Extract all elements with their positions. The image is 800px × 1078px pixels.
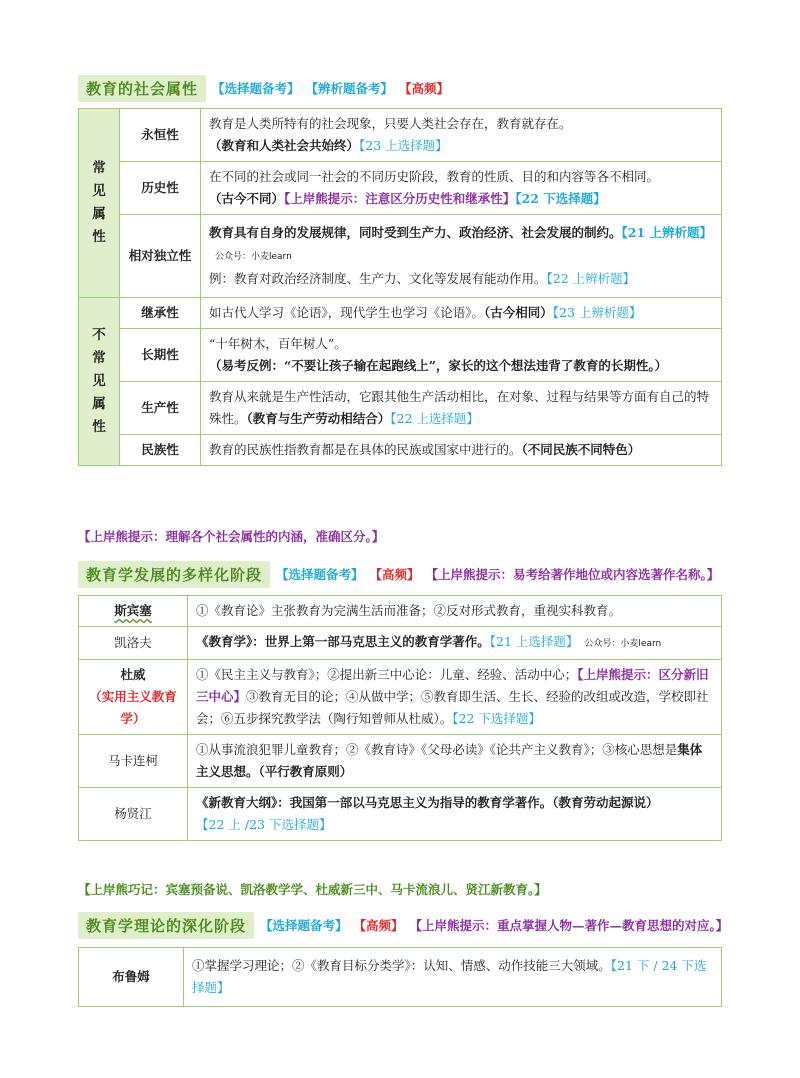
row-name: 民族性 <box>120 435 201 466</box>
section-title: 教育学理论的深化阶段 <box>78 912 254 939</box>
tag: 【高频】 <box>353 918 404 933</box>
diversification-table <box>78 595 722 841</box>
social-attributes-table <box>78 108 722 466</box>
table-row <box>79 298 722 329</box>
row-name: 凯洛夫 <box>79 627 188 660</box>
row-content: 教育是人类所特有的社会现象，只要人类社会存在，教育就存在。 （教育和人类社会共始终）【23 上选择题】 <box>201 109 722 162</box>
mnemonic-note: 【上岸熊巧记：宾塞预备说、凯洛教学学、杜威新三中、马卡流浪儿、贤江新教育。】 <box>78 882 547 897</box>
table-row <box>79 660 722 735</box>
table-row <box>79 329 722 382</box>
row-content: ①《民主主义与教育》；②提出新三中心论：儿童、经验、活动中心；【上岸熊提示：区分新旧三中心】③教育无目的论；④从做中学；⑤教育即生活、生长、经验的改组或改造，学校即社会；⑥五步探究教学法（陶行知曾师从杜威）。【22 下选择题】 <box>188 660 722 735</box>
row-name: 生产性 <box>120 382 201 435</box>
row-content: 教育具有自身的发展规律，同时受到生产力、政治经济、社会发展的制约。【21 上辨析题】公众号：小麦learn 例：教育对政治经济制度、生产力、文化等发展有能动作用。【22 上辨析题】 <box>201 215 722 298</box>
table-row <box>79 435 722 466</box>
tag: 【选择题备考】 <box>276 567 364 582</box>
row-content: 如古代人学习《论语》，现代学生也学习《论语》。（古今相同）【23 上辨析题】 <box>201 298 722 329</box>
row-content: 《教育学》：世界上第一部马克思主义的教育学著作。【21 上选择题】 公众号：小麦learn <box>188 627 722 660</box>
row-name: 永恒性 <box>120 109 201 162</box>
tag: 【辨析题备考】 <box>305 81 394 96</box>
deepening-table <box>78 947 722 1007</box>
table-row <box>79 109 722 162</box>
section-social-attributes-header <box>78 74 449 102</box>
row-name: 斯宾塞 <box>79 596 188 627</box>
row-name: 杨贤江 <box>79 788 188 841</box>
row-content: 《新教育大纲》：我国第一部以马克思主义为指导的教育学著作。（教育劳动起源说） 【22 上 /23 下选择题】 <box>188 788 722 841</box>
tag: 【上岸熊提示：易考给著作地位或内容选著作名称。】 <box>425 567 720 582</box>
table-row <box>79 948 722 1007</box>
table-row <box>79 627 722 660</box>
table-row <box>79 215 722 298</box>
row-name: 相对独立性 <box>120 215 201 298</box>
table-row <box>79 735 722 788</box>
section-diversification-header <box>78 560 719 588</box>
row-content: “十年树木，百年树人”。 （易考反例：“不要让孩子输在起跑线上”，家长的这个想法违背了教育的长期性。） <box>201 329 722 382</box>
row-name: 历史性 <box>120 162 201 215</box>
row-name: 马卡连柯 <box>79 735 188 788</box>
row-content: ①《教育论》主张教育为完满生活而准备；②反对形式教育，重视实科教育。 <box>188 596 722 627</box>
section-deepening-header <box>78 911 728 939</box>
section-title: 教育的社会属性 <box>78 75 206 102</box>
row-content: 教育从来就是生产性活动，它跟其他生产活动相比，在对象、过程与结果等方面有自己的特殊性。（教育与生产劳动相结合）【22 上选择题】 <box>201 382 722 435</box>
tag: 【上岸熊提示：重点掌握人物—著作—教育思想的对应。】 <box>409 918 729 933</box>
row-name: 长期性 <box>120 329 201 382</box>
row-content: 教育的民族性指教育都是在具体的民族或国家中进行的。（不同民族不同特色） <box>201 435 722 466</box>
row-content: 在不同的社会或同一社会的不同历史阶段，教育的性质、目的和内容等各不相同。 （古今不同）【上岸熊提示：注意区分历史性和继承性】【22 下选择题】 <box>201 162 722 215</box>
row-name: 继承性 <box>120 298 201 329</box>
row-name: 布鲁姆 <box>79 948 184 1007</box>
tag: 【选择题备考】 <box>260 918 348 933</box>
tag: 【高频】 <box>369 567 420 582</box>
section-title: 教育学发展的多样化阶段 <box>78 561 270 588</box>
row-content: ①掌握学习理论；②《教育目标分类学》：认知、情感、动作技能三大领域。【21 下 / 24 下选择题】 <box>184 948 722 1007</box>
table-row <box>79 382 722 435</box>
table-row <box>79 596 722 627</box>
table-row <box>79 788 722 841</box>
tip-note: 【上岸熊提示：理解各个社会属性的内涵，准确区分。】 <box>78 529 385 544</box>
tag: 【选择题备考】 <box>212 81 300 96</box>
table-row <box>79 162 722 215</box>
row-content: ①从事流浪犯罪儿童教育；②《教育诗》《父母必读》《论共产主义教育》；③核心思想是集体主义思想。（平行教育原则） <box>188 735 722 788</box>
category-common: 常见属性 <box>79 109 120 298</box>
tag: 【高频】 <box>399 81 450 96</box>
row-name: 杜威 （实用主义教育学） <box>79 660 188 735</box>
category-uncommon: 不常见属性 <box>79 298 120 466</box>
